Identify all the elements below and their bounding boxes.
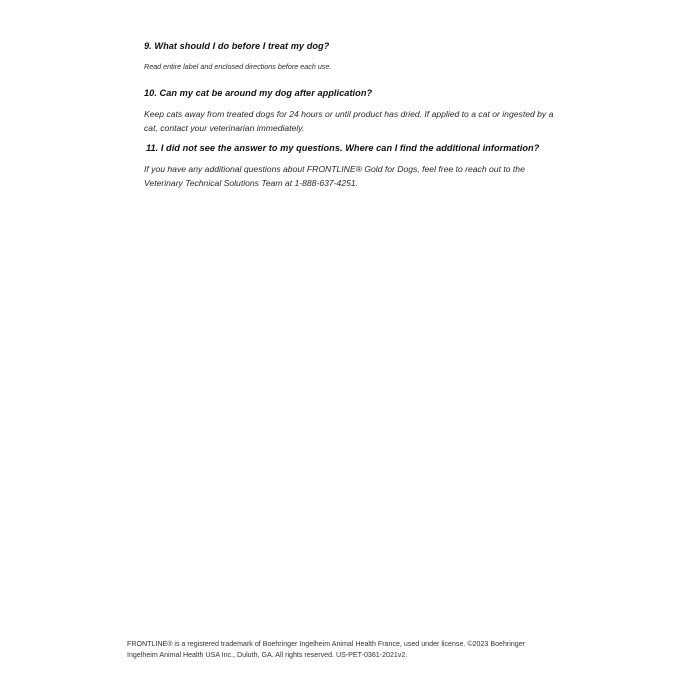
faq-question-10: 10. Can my cat be around my dog after application? [144,88,373,98]
faq-answer-9: Read entire label and enclosed directions before each use. [144,62,332,71]
faq-answer-10: Keep cats away from treated dogs for 24 hours or until product has dried. If applied to a cat or ingested by a cat, contact your veterinarian immediately. [144,109,554,133]
faq-question-9: 9. What should I do before I treat my dog? [144,41,330,51]
faq-question-11: 11. I did not see the answer to my questions. Where can I find the additional information? [146,143,540,153]
footer-legal-notice: FRONTLINE® is a registered trademark of Boehringer Ingelheim Animal Health France, used under license. ©2023 Boehringer Ingelheim Animal Health USA Inc., Duluth, GA. All rights reserved. US-PET-0361-2021v2. [127,640,526,660]
faq-answer-11: If you have any additional questions about FRONTLINE® Gold for Dogs, feel free to reach out to the Veterinary Technical Solutions Team at 1-888-637-4251. [144,164,525,188]
